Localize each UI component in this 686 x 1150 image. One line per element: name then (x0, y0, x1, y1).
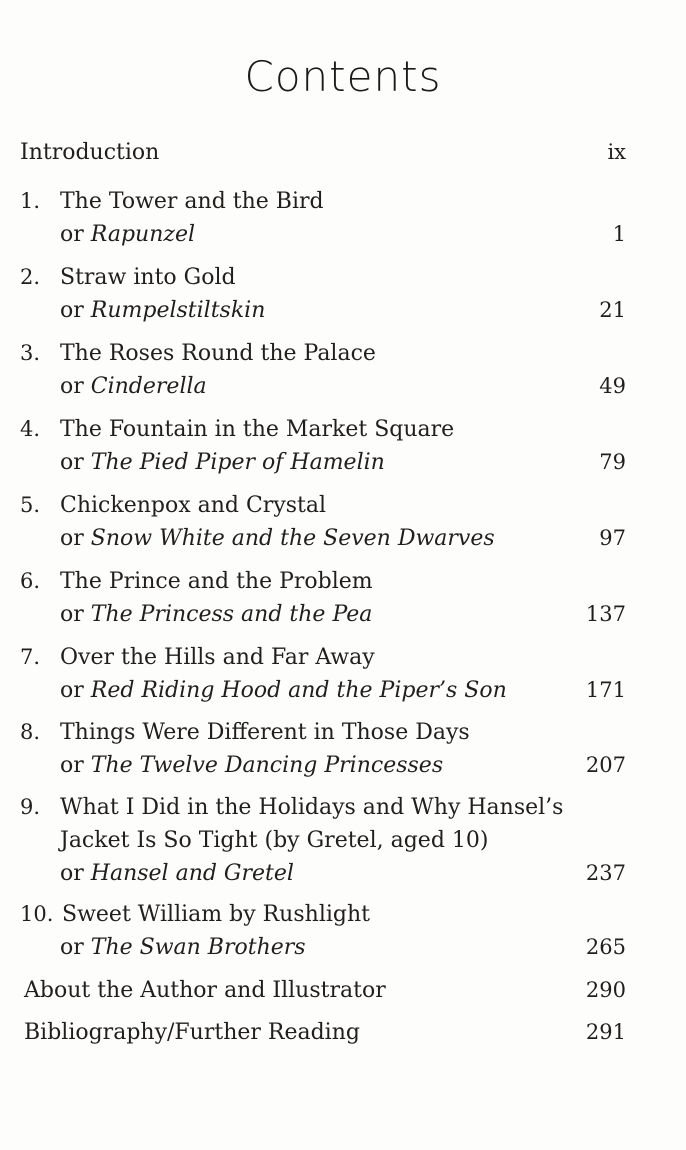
chapter-title: The Prince and the Problem (60, 569, 373, 594)
or-label: or (60, 753, 84, 778)
alternate-title: Hansel and Gretel (90, 861, 294, 886)
toc-page-number: ix (607, 140, 626, 164)
toc-page-number: 137 (585, 602, 626, 626)
or-label: or (60, 298, 84, 323)
chapter-number: 10. (20, 902, 54, 926)
toc-page-number: 207 (585, 753, 626, 777)
or-label: or (60, 526, 84, 551)
toc-entry-label: About the Author and Illustrator (24, 978, 386, 1003)
toc-entry-chapter-8[interactable] (20, 716, 626, 782)
chapter-number: 9. (20, 795, 41, 819)
toc-entry-chapter-3[interactable] (20, 337, 626, 403)
chapter-title: The Tower and the Bird (60, 189, 324, 214)
alternate-title: Cinderella (90, 374, 207, 399)
chapter-number: 2. (20, 265, 41, 289)
chapter-number: 6. (20, 569, 41, 593)
chapter-title: The Roses Round the Palace (60, 341, 376, 366)
alternate-title: The Pied Piper of Hamelin (90, 450, 385, 475)
chapter-number: 8. (20, 720, 41, 744)
toc-entry-chapter-1[interactable] (20, 185, 626, 251)
toc-entry-chapter-6[interactable] (20, 565, 626, 631)
chapter-title: Over the Hills and Far Away (60, 645, 375, 670)
chapter-title: Chickenpox and Crystal (60, 493, 327, 518)
chapter-title: Things Were Different in Those Days (60, 720, 470, 745)
or-label: or (60, 374, 84, 399)
toc-entry-label: Bibliography/Further Reading (24, 1020, 360, 1045)
toc-page-number: 290 (585, 978, 626, 1002)
toc-page-number: 171 (585, 678, 626, 702)
toc-page-number: 291 (585, 1020, 626, 1044)
toc-entry-label: Introduction (20, 140, 160, 165)
toc-page-number: 237 (585, 861, 626, 885)
toc-page-number: 1 (612, 222, 626, 246)
chapter-number: 7. (20, 645, 41, 669)
alternate-title: The Swan Brothers (90, 935, 306, 960)
chapter-title: The Fountain in the Market Square (60, 417, 455, 442)
chapter-number: 1. (20, 189, 41, 213)
toc-entry-chapter-9[interactable] (20, 791, 626, 890)
chapter-title-continued: Jacket Is So Tight (by Gretel, aged 10) (60, 828, 489, 853)
toc-page-number: 265 (585, 935, 626, 959)
or-label: or (60, 935, 84, 960)
toc-entry-chapter-5[interactable] (20, 489, 626, 555)
chapter-title: What I Did in the Holidays and Why Hansel’s (60, 795, 564, 820)
or-label: or (60, 861, 84, 886)
toc-page-number: 21 (599, 298, 626, 322)
toc-entry-chapter-2[interactable] (20, 261, 626, 327)
toc-page-number: 79 (599, 450, 626, 474)
or-label: or (60, 602, 84, 627)
alternate-title: Snow White and the Seven Dwarves (90, 526, 495, 551)
chapter-number: 3. (20, 341, 41, 365)
or-label: or (60, 450, 84, 475)
toc-entry-chapter-10[interactable] (20, 898, 626, 964)
chapter-number: 5. (20, 493, 41, 517)
toc-page-number: 49 (599, 374, 626, 398)
alternate-title: The Princess and the Pea (90, 602, 373, 627)
page-title: Contents (244, 52, 442, 101)
or-label: or (60, 222, 84, 247)
chapter-title: Straw into Gold (60, 265, 236, 290)
toc-entry-chapter-7[interactable] (20, 641, 626, 707)
alternate-title: Rumpelstiltskin (90, 298, 266, 323)
or-label: or (60, 678, 84, 703)
chapter-number: 4. (20, 417, 41, 441)
toc-page-number: 97 (599, 526, 626, 550)
chapter-title: Sweet William by Rushlight (62, 902, 370, 927)
alternate-title: The Twelve Dancing Princesses (90, 753, 444, 778)
toc-entry-chapter-4[interactable] (20, 413, 626, 479)
alternate-title: Rapunzel (90, 222, 196, 247)
alternate-title: Red Riding Hood and the Piper’s Son (90, 678, 507, 703)
